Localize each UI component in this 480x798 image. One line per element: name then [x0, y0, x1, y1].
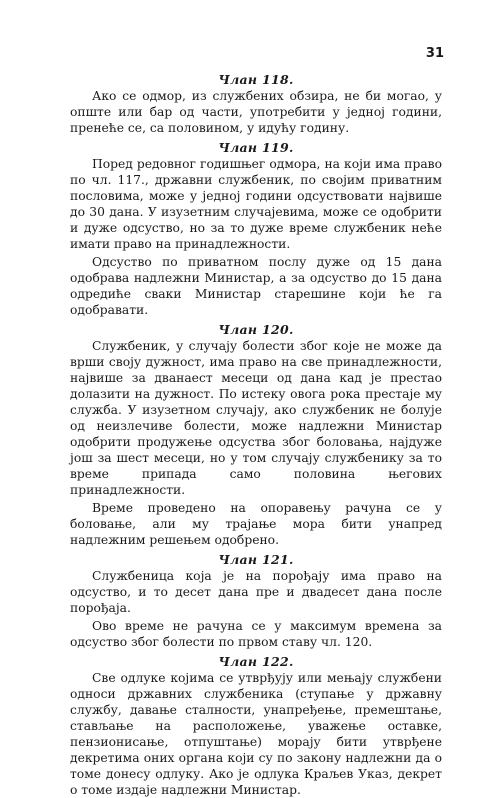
paragraph: Ово време не рачуна се у максимум времена за одсуство због болести по првом ставу чл. 120. [70, 619, 442, 649]
article-120 [70, 322, 442, 548]
paragraph: Службеница која је на порођају има право на одсуство, и то десет дана пре и двадесет дана после порођаја. [70, 569, 442, 615]
paragraph: Све одлуке којима се утврђују или мењају службени односи државних службеника (ступање у државну службу, давање сталности, унапређење, премештање, стављање на расположење, уважење оставке, пензионисање, отпуштање) морају бити утврђене декретима оних органа који су по закону надлежни да о томе донесу одлуку. Ако је одлука Краљев Указ, декрет о томе издаје надлежни Министар. [70, 671, 442, 797]
article-title: Члан 118. [218, 72, 294, 87]
document-page [70, 40, 444, 797]
paragraph: Ако се одмор, из службених обзира, не би могао, у опште или бар од части, употребити у једној години, пренеће се, са половином, у идућу годину. [70, 89, 442, 135]
page-content [70, 72, 442, 798]
article-title: Члан 119. [218, 140, 294, 155]
paragraph: Одсуство по приватном послу дуже од 15 дана одобрава надлежни Министар, а за одсуство до 15 дана одредиће сваки Министар старешине који ће га одобравати. [70, 255, 442, 317]
paragraph: Поред редовног годишњег одмора, на који има право по чл. 117., државни службеник, по својим приватним пословима, може у једној години одсуствовати највише до 30 дана. У изузетним случајевима, може се одобрити и дуже одсуство, но за то дуже време службеник неће имати право на принадлежности. [70, 157, 442, 251]
article-118 [70, 72, 442, 136]
article-title: Члан 122. [218, 654, 294, 669]
page-number: 31 [425, 46, 444, 61]
article-119 [70, 140, 442, 318]
paragraph: Време проведено на опоравењу рачуна се у боловање, али му трајање мора бити унапред надлежним решењем одобрено. [70, 501, 442, 547]
article-title: Члан 121. [218, 552, 294, 567]
paragraph: Службеник, у случају болести због које не може да врши своју дужност, има право на све принадлежности, највише за дванаест месеци од дана кад је престао долазити на дужност. По истеку овога рока престаје му служба. У изузетном случају, ако службеник не болује од неизлечиве болести, може надлежни Министар одобрити продужење одсуства због боловања, најдуже још за шест месеци, но у том случају службенику за то време припада само половина његових принадлежности. [70, 339, 442, 497]
article-title: Члан 120. [218, 322, 294, 337]
article-122 [70, 654, 442, 798]
article-121 [70, 552, 442, 650]
